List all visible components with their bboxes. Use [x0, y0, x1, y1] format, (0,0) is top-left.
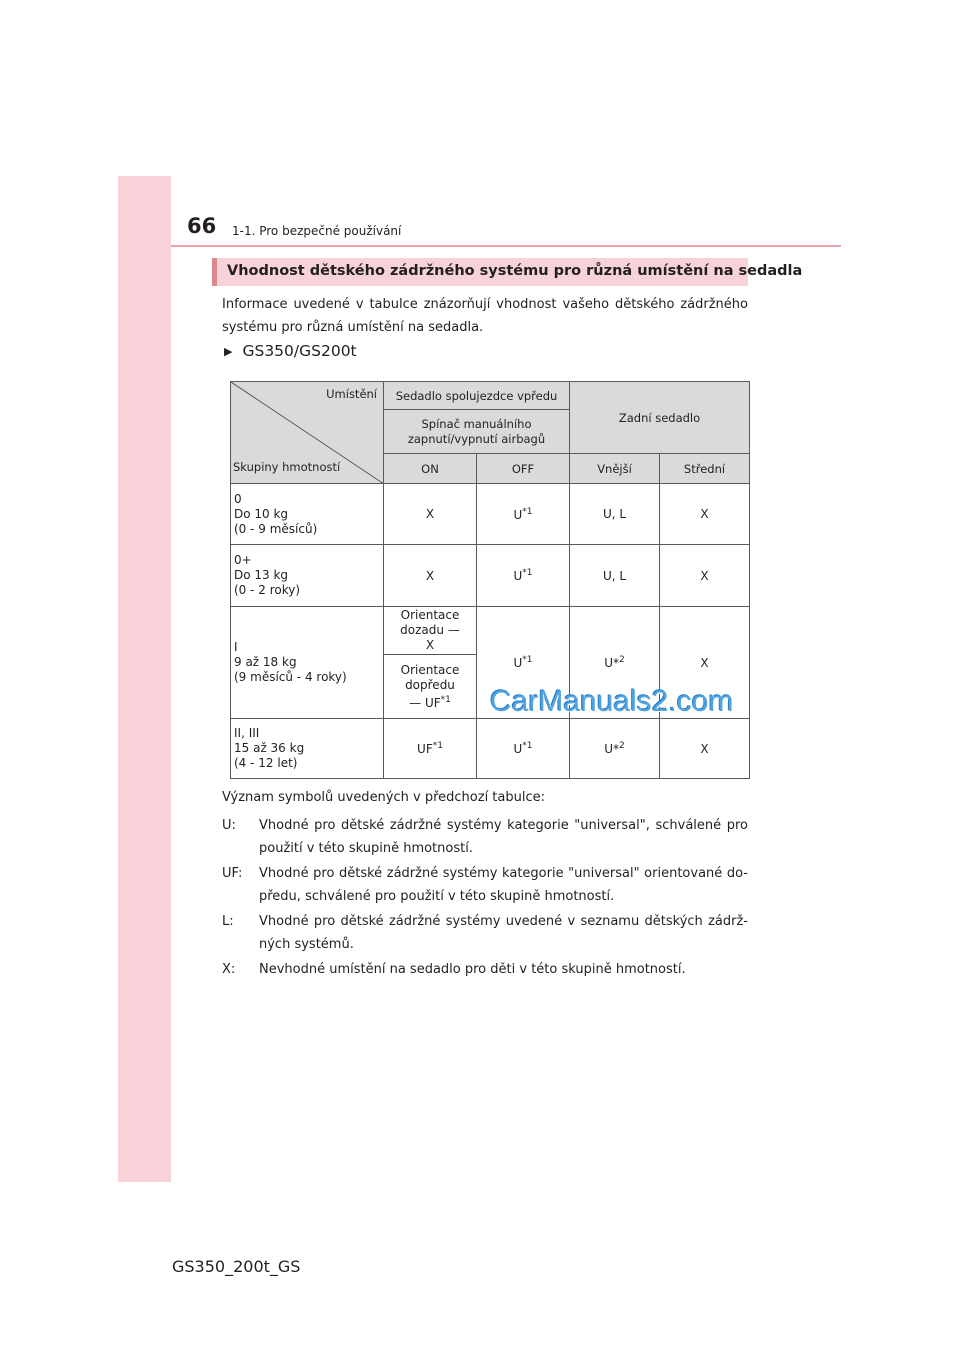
cell-off: $U^{*1}$: [477, 545, 570, 607]
group-name: 0+: [234, 553, 252, 567]
table-row: [231, 484, 750, 545]
legend-item-x: [222, 958, 748, 981]
running-head: 1-1. Pro bezpečné používání: [232, 224, 402, 238]
group-name: II, III: [234, 726, 260, 740]
cell-on: X: [384, 545, 477, 607]
legend-text: Nevhodné umístění na sedadlo pro děti v této skupině hmotností.: [259, 962, 686, 977]
legend-item-uf: [222, 862, 748, 908]
group-weight: 15 až 36 kg: [234, 741, 305, 755]
cell-off: $U^{*1}$: [477, 719, 570, 779]
header-front-seat: Sedadlo spolujezdce vpředu: [384, 382, 570, 410]
page-side-tab: [118, 176, 171, 1182]
legend-intro: Význam symbolů uvedených v předchozí tabulce:: [222, 790, 546, 805]
table-row: [231, 719, 750, 779]
table-row: [231, 607, 750, 655]
cell-outer: U*$^2$: [570, 607, 660, 719]
page-number: 66: [187, 214, 217, 238]
group-name: 0: [234, 491, 242, 506]
watermark-logo: CarManuals2.com: [490, 685, 734, 718]
section-title: Vhodnost dětského zádržného systému pro různá umístění na sedadla: [227, 263, 803, 279]
cell-outer: U*$^2$: [570, 719, 660, 779]
group-weight: Do 10 kg: [234, 506, 289, 521]
group-age: (0 - 9 měsíců): [234, 521, 318, 536]
cell-off: $U^{*1}$: [477, 607, 570, 719]
group-age: (9 měsíců - 4 roky): [234, 670, 347, 684]
triangle-bullet-icon: ▶: [224, 345, 233, 358]
legend-item-u: [222, 814, 748, 860]
row-group-label: [231, 484, 384, 545]
group-age: (4 - 12 let): [234, 756, 298, 770]
intro-paragraph: Informace uvedené v tabulce znázorňují vhodnost vašeho dětského zádržného systému pro různá umístění na sedadla.: [222, 297, 748, 335]
header-center: Střední: [660, 454, 750, 484]
legend-key: X:: [222, 962, 236, 977]
cell-outer: U, L: [570, 545, 660, 607]
group-weight: 9 až 18 kg: [234, 655, 297, 669]
cell-center: X: [660, 607, 750, 719]
header-rule: [171, 245, 841, 247]
table-corner-cell: [231, 382, 384, 484]
legend-text: Vhodné pro dětské zádržné systémy uvedené v seznamu dětských zádrž-ných systémů.: [259, 914, 748, 952]
header-airbag-switch: Spínač manuálního zapnutí/vypnutí airbagů: [384, 410, 570, 454]
table-row: [231, 545, 750, 607]
row-group-label: [231, 719, 384, 779]
corner-label-weight-groups: Skupiny hmotností: [233, 460, 341, 474]
row-group-label: [231, 607, 384, 719]
corner-label-position: Umístění: [326, 387, 377, 401]
cell-on: X: [384, 484, 477, 545]
header-on: ON: [384, 454, 477, 484]
cell-outer: U, L: [570, 484, 660, 545]
legend-key: UF:: [222, 866, 243, 881]
legend-key: U:: [222, 818, 236, 833]
cell-center: X: [660, 545, 750, 607]
legend-text: Vhodné pro dětské zádržné systémy kategorie "universal", schválené pro použití v této skupině hmotností.: [259, 818, 748, 856]
section-heading-box: [212, 258, 803, 286]
cell-on: UF$^{*1}$: [384, 719, 477, 779]
header-outer: Vnější: [570, 454, 660, 484]
cell-on-forward-facing: Orientace dopředu — UF$^{*1}$: [384, 655, 477, 719]
legend-text: Vhodné pro dětské zádržné systémy kategorie "universal" orientované do-předu, schválené pro použití v této skupině hmotností.: [259, 866, 748, 904]
legend-item-l: [222, 910, 748, 956]
cell-on-rear-facing: Orientace dozadu — X: [384, 607, 477, 655]
cell-off: $U^{*1}$: [477, 484, 570, 545]
model-heading: [224, 342, 357, 360]
row-group-label: [231, 545, 384, 607]
model-label: GS350/GS200t: [242, 342, 357, 360]
header-rear-seat: Zadní sedadlo: [570, 382, 750, 454]
cell-center: X: [660, 719, 750, 779]
group-age: (0 - 2 roky): [234, 583, 301, 597]
cell-center: X: [660, 484, 750, 545]
group-weight: Do 13 kg: [234, 568, 289, 582]
footer-document-code: GS350_200t_GS: [172, 1257, 301, 1276]
group-name: I: [234, 640, 238, 654]
child-seat-suitability-table: [230, 381, 750, 779]
header-off: OFF: [477, 454, 570, 484]
legend-key: L:: [222, 914, 234, 929]
